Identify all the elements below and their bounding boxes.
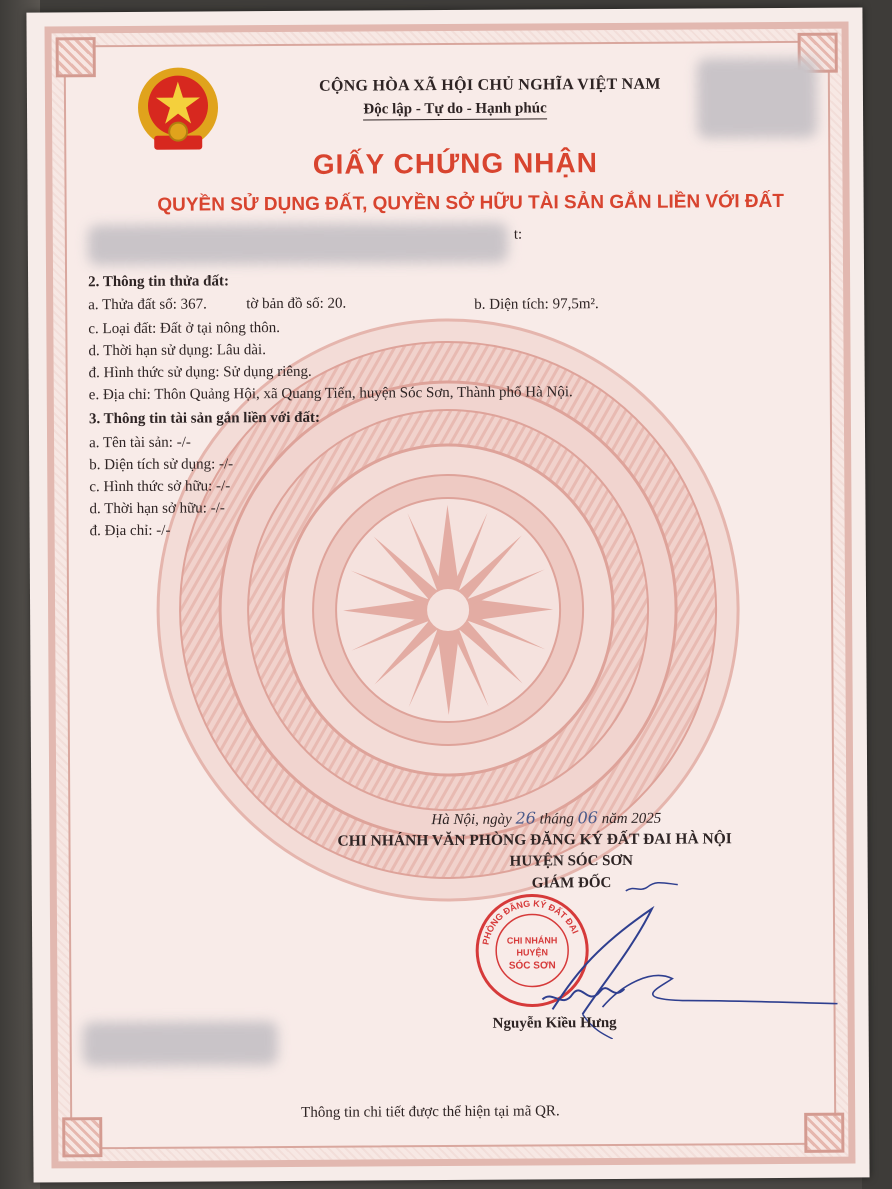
partial-line: t: xyxy=(513,226,523,243)
signer-position: GIÁM ĐỐC xyxy=(531,875,612,892)
map-sheet-number: tờ bản đồ số: 20. xyxy=(246,295,347,313)
signing-date xyxy=(431,808,661,829)
redacted-owner-info xyxy=(88,223,508,266)
parcel-number: a. Thửa đất số: 367. xyxy=(88,296,207,314)
ownership-form: c. Hình thức sở hữu: -/- xyxy=(89,478,231,496)
asset-name: a. Tên tài sản: -/- xyxy=(89,434,191,452)
date-month-label: tháng xyxy=(539,811,574,828)
seal-center-line3: SÓC SƠN xyxy=(508,960,556,972)
usage-form: đ. Hình thức sử dụng: Sử dụng riêng. xyxy=(88,363,312,382)
corner-ornament xyxy=(62,1117,102,1157)
ownership-term: d. Thời hạn sở hữu: -/- xyxy=(89,500,225,518)
redacted-serial-number xyxy=(83,1021,278,1066)
asset-address: đ. Địa chỉ: -/- xyxy=(89,522,171,540)
issuing-district: HUYỆN SÓC SƠN xyxy=(509,852,634,870)
land-address: e. Địa chỉ: Thôn Quảng Hội, xã Quang Tiến, huyện Sóc Sơn, Thành phố Hà Nội. xyxy=(88,384,573,404)
section2-heading: 2. Thông tin thửa đất: xyxy=(88,273,229,291)
corner-ornament xyxy=(56,37,96,77)
usage-term: d. Thời hạn sử dụng: Lâu dài. xyxy=(88,342,266,360)
issuing-office: CHI NHÁNH VĂN PHÒNG ĐĂNG KÝ ĐẤT ĐAI HÀ NỘI xyxy=(337,830,732,850)
seal-center-line1: CHI NHÁNH xyxy=(506,935,558,946)
usage-area: b. Diện tích sử dụng: -/- xyxy=(89,456,234,474)
land-type: c. Loại đất: Đất ở tại nông thôn. xyxy=(88,320,281,338)
date-year: năm 2025 xyxy=(601,810,662,828)
corner-ornament xyxy=(804,1113,844,1153)
seal-center-line2: HUYỆN xyxy=(516,947,548,958)
date-prefix: Hà Nội, ngày xyxy=(431,811,512,829)
signer-name: Nguyễn Kiều Hưng xyxy=(492,1014,617,1032)
date-day: 26 xyxy=(515,808,536,828)
certificate-paper xyxy=(26,7,869,1182)
national-motto-text: Độc lập - Tự do - Hạnh phúc xyxy=(363,100,546,120)
section3-heading: 3. Thông tin tài sản gắn liền với đất: xyxy=(88,409,320,428)
certificate-subtitle: QUYỀN SỬ DỤNG ĐẤT, QUYỀN SỞ HỮU TÀI SẢN GẮN LIỀN VỚI ĐẤT xyxy=(157,190,784,216)
land-area: b. Diện tích: 97,5m². xyxy=(474,296,599,313)
qr-note: Thông tin chi tiết được thể hiện tại mã QR. xyxy=(301,1103,560,1121)
certificate-title: GIẤY CHỨNG NHẬN xyxy=(312,147,598,180)
seal-ring-text: PHÒNG ĐĂNG KÝ ĐẤT ĐAI xyxy=(480,898,581,946)
date-month: 06 xyxy=(577,808,598,828)
country-name: CỘNG HÒA XÃ HỘI CHỦ NGHĨA VIỆT NAM xyxy=(319,75,661,95)
